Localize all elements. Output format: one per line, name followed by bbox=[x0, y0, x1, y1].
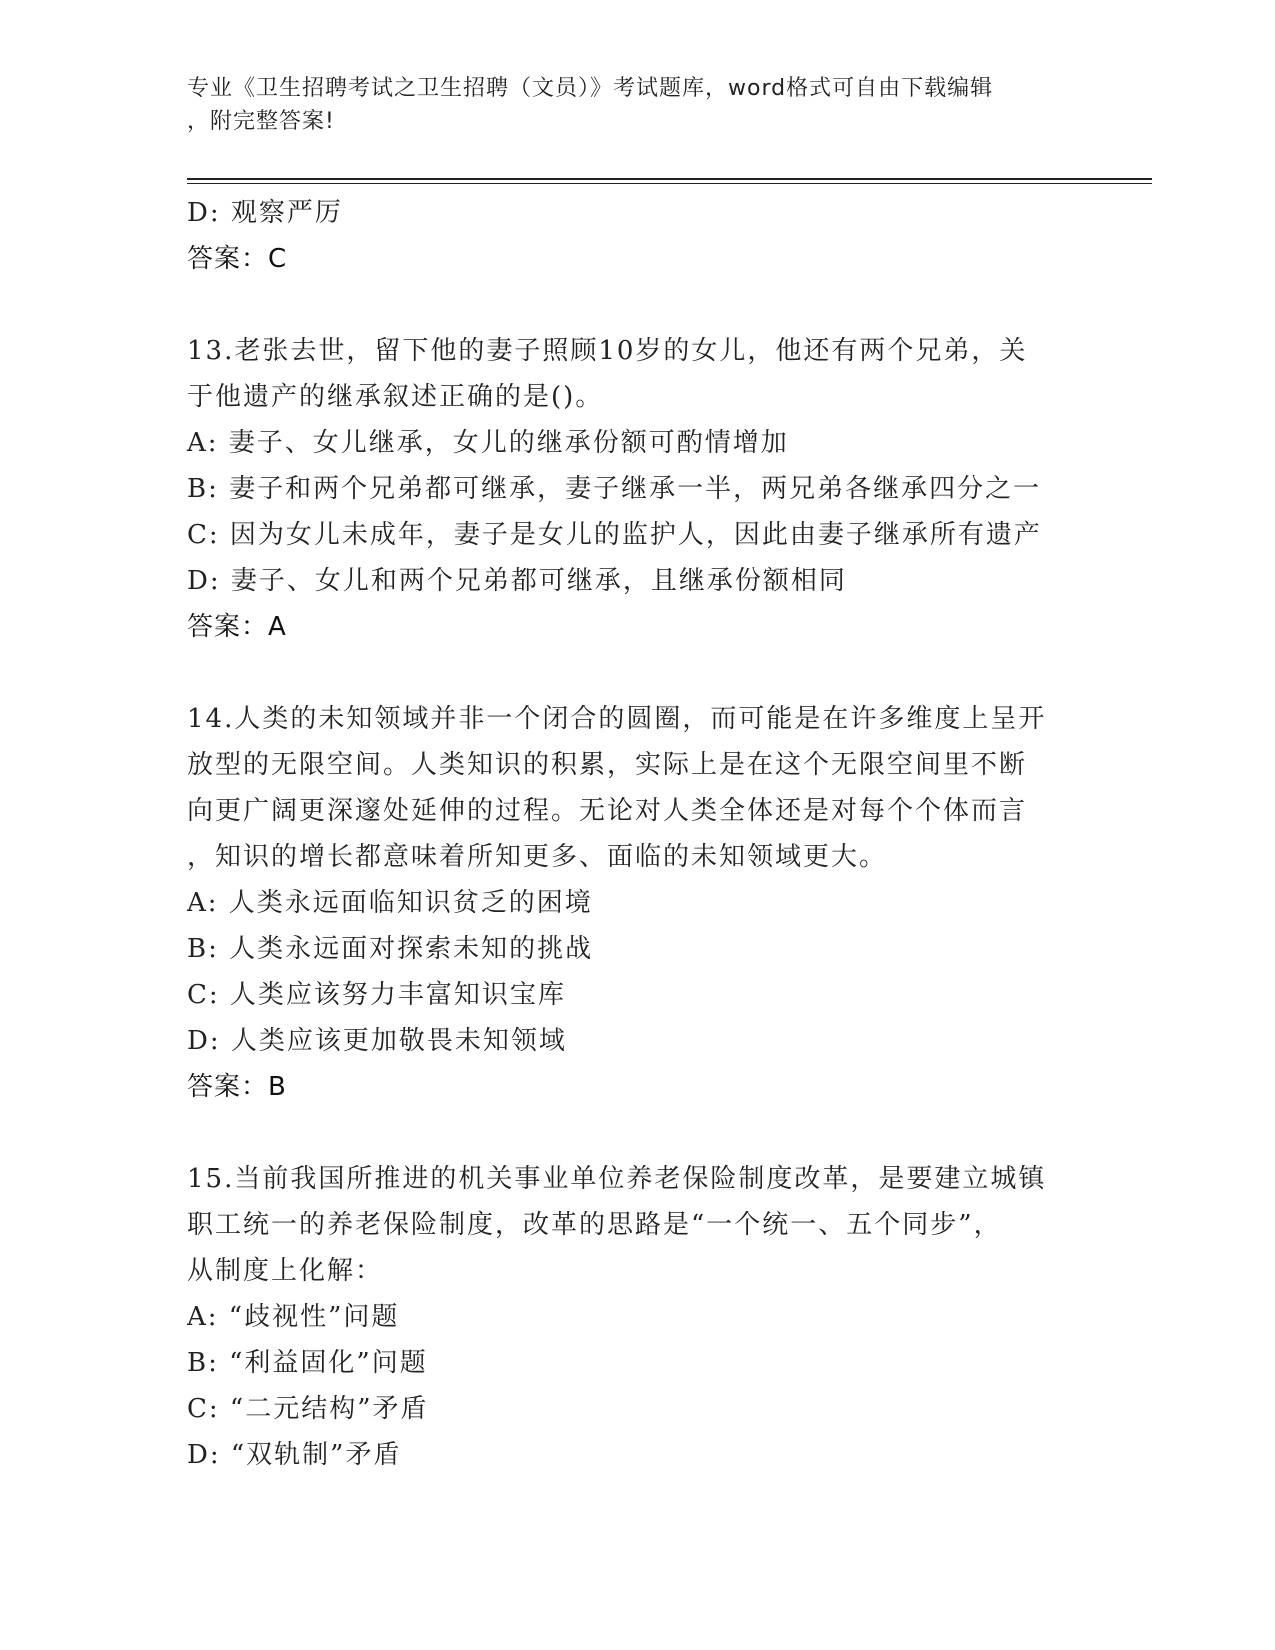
header-rule-thin bbox=[187, 183, 1152, 184]
option-d: D: “双轨制”矛盾 bbox=[187, 1440, 402, 1470]
question-14 bbox=[187, 696, 1087, 1110]
spacer bbox=[187, 650, 1087, 696]
question-15 bbox=[187, 1156, 1087, 1478]
document-header bbox=[187, 72, 1087, 138]
question-stem-line: 向更广阔更深邃处延伸的过程。无论对人类全体还是对每个个体而言 bbox=[187, 796, 1028, 826]
option-c: C: 人类应该努力丰富知识宝库 bbox=[187, 980, 566, 1010]
header-line-1: 专业《卫生招聘考试之卫生招聘（文员）》考试题库，word格式可自由下载编辑 bbox=[187, 76, 994, 101]
question-stem-line: ，知识的增长都意味着所知更多、面临的未知领域更大。 bbox=[187, 842, 888, 872]
spacer bbox=[187, 1110, 1087, 1156]
option-b: B: 人类永远面对探索未知的挑战 bbox=[187, 934, 594, 964]
option-d: D: 人类应该更加敬畏未知领域 bbox=[187, 1026, 567, 1056]
question-13 bbox=[187, 328, 1087, 650]
header-line-2: ，附完整答案! bbox=[187, 109, 335, 134]
answer: 答案：C bbox=[187, 244, 288, 274]
option-b: B: “利益固化”问题 bbox=[187, 1348, 428, 1378]
option-c: C: “二元结构”矛盾 bbox=[187, 1394, 429, 1424]
option-d: D: 观察严厉 bbox=[187, 198, 343, 228]
option-a: A: 人类永远面临知识贫乏的困境 bbox=[187, 888, 593, 918]
option-c: C: 因为女儿未成年，妻子是女儿的监护人，因此由妻子继承所有遗产 bbox=[187, 520, 1042, 550]
question-stem-line: 从制度上化解： bbox=[187, 1256, 384, 1286]
question-12 bbox=[187, 190, 1087, 282]
answer: 答案：B bbox=[187, 1072, 287, 1102]
answer: 答案：A bbox=[187, 612, 287, 642]
question-list bbox=[187, 190, 1087, 1478]
question-stem-line: 职工统一的养老保险制度，改革的思路是“一个统一、五个同步”， bbox=[187, 1210, 1002, 1240]
option-a: A: “歧视性”问题 bbox=[187, 1302, 400, 1332]
option-a: A: 妻子、女儿继承，女儿的继承份额可酌情增加 bbox=[187, 428, 789, 458]
option-d: D: 妻子、女儿和两个兄弟都可继承，且继承份额相同 bbox=[187, 566, 847, 596]
question-stem-line: 放型的无限空间。人类知识的积累，实际上是在这个无限空间里不断 bbox=[187, 750, 1028, 780]
question-stem-line: 14.人类的未知领域并非一个闭合的圆圈，而可能是在许多维度上呈开 bbox=[187, 704, 1047, 734]
question-stem-line: 15.当前我国所推进的机关事业单位养老保险制度改革，是要建立城镇 bbox=[187, 1164, 1047, 1194]
question-stem-line: 于他遗产的继承叙述正确的是()。 bbox=[187, 382, 604, 412]
question-stem-line: 13.老张去世，留下他的妻子照顾10岁的女儿，他还有两个兄弟，关 bbox=[187, 336, 1028, 366]
spacer bbox=[187, 282, 1087, 328]
option-b: B: 妻子和两个兄弟都可继承，妻子继承一半，两兄弟各继承四分之一 bbox=[187, 474, 1042, 504]
header-rule-thick bbox=[187, 178, 1152, 180]
